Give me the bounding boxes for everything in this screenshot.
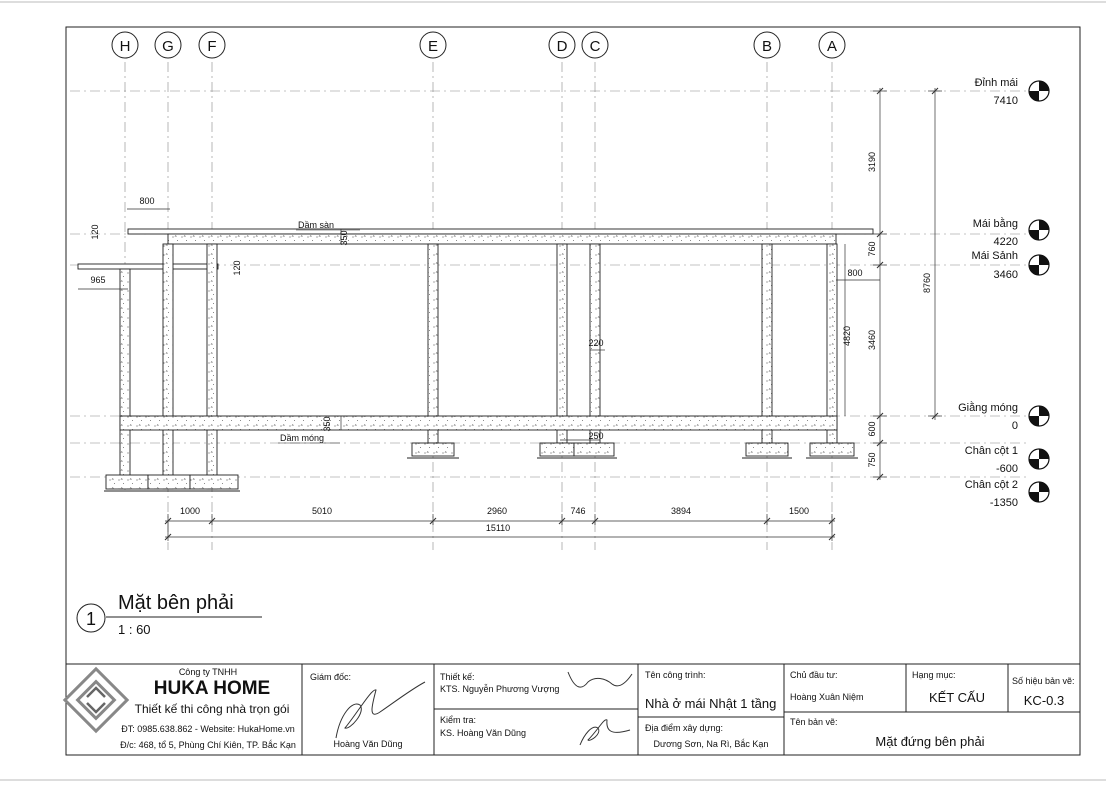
footing-b bbox=[746, 443, 788, 456]
dim-right-total: 8760 bbox=[922, 272, 932, 294]
dim-right-3: 3460 bbox=[867, 329, 877, 351]
dim-bottom-4: 746 bbox=[570, 506, 586, 516]
level-name-1: Đỉnh mái bbox=[974, 77, 1018, 89]
company-phone-web: ĐT: 0985.638.862 - Website: HukaHome.vn bbox=[121, 724, 295, 734]
category-label: Hạng mục: bbox=[912, 670, 956, 680]
company-slogan: Thiết kế thi công nhà trọn gói bbox=[134, 702, 290, 716]
dim-col-width: 220 bbox=[588, 338, 604, 348]
drawing-border bbox=[66, 27, 1080, 755]
column-f bbox=[207, 244, 217, 489]
view-title: Mặt bên phải bbox=[118, 592, 234, 614]
level-value-3: 3460 bbox=[993, 269, 1018, 281]
dim-col-height: 4820 bbox=[842, 325, 852, 347]
footing-a bbox=[810, 443, 854, 456]
dim-right-4: 600 bbox=[867, 421, 877, 437]
footing-f bbox=[190, 475, 238, 489]
level-marker-icon bbox=[1029, 220, 1049, 240]
dim-beam-tk-left: 120 bbox=[90, 224, 100, 240]
drawing-name: Mặt đứng bên phải bbox=[875, 734, 985, 749]
dim-bottom-2: 5010 bbox=[311, 506, 333, 516]
company-name: HUKA HOME bbox=[153, 678, 271, 699]
footing-h bbox=[106, 475, 148, 489]
dim-bottom-total: 15110 bbox=[485, 523, 511, 533]
column-e bbox=[428, 244, 438, 443]
level-name-5: Chân cột 1 bbox=[964, 445, 1018, 457]
level-value-2: 4220 bbox=[993, 236, 1018, 248]
dim-found-beam: 350 bbox=[322, 416, 332, 432]
dim-right-2: 760 bbox=[867, 241, 877, 257]
level-marker-icon bbox=[1029, 482, 1049, 502]
project-label: Tên công trình: bbox=[645, 670, 706, 680]
roof-beam bbox=[168, 234, 836, 244]
grid-label-f: F bbox=[207, 38, 217, 55]
label-leaders bbox=[278, 230, 360, 443]
dim-beam-tk-mid: 120 bbox=[232, 260, 242, 276]
level-marker-icon bbox=[1029, 81, 1049, 101]
dim-col-spacing: 250 bbox=[588, 431, 604, 441]
dim-bottom-5: 3894 bbox=[670, 506, 692, 516]
column-b bbox=[762, 244, 772, 443]
designer-label: Thiết kế: bbox=[440, 672, 475, 682]
foundation-beam bbox=[120, 416, 837, 430]
column-g bbox=[163, 244, 173, 489]
dim-canopy-top: 800 bbox=[139, 196, 155, 206]
level-marker-icon bbox=[1029, 449, 1049, 469]
owner-label: Chủ đầu tư: bbox=[790, 670, 838, 680]
owner: Hoàng Xuân Niệm bbox=[790, 692, 864, 702]
drawing-name-label: Tên bản vẽ: bbox=[790, 717, 838, 727]
checker-signature bbox=[580, 720, 630, 745]
location: Dương Sơn, Na Rì, Bắc Kạn bbox=[653, 739, 769, 749]
column-h bbox=[120, 269, 130, 489]
designer-signature bbox=[568, 672, 632, 687]
dim-bottom-1: 1000 bbox=[179, 506, 201, 516]
level-value-5: -600 bbox=[995, 463, 1018, 475]
director-label: Giám đốc: bbox=[310, 672, 352, 682]
project-name: Nhà ở mái Nhật 1 tầng bbox=[645, 696, 777, 711]
level-value-6: -1350 bbox=[989, 497, 1018, 509]
company-address: Đ/c: 468, tổ 5, Phùng Chí Kiên, TP. Bắc Kạn bbox=[120, 740, 296, 750]
grid-label-c: C bbox=[589, 38, 601, 55]
level-name-2: Mái bằng bbox=[972, 218, 1018, 230]
footing-c bbox=[574, 443, 614, 456]
director-signature bbox=[336, 682, 425, 738]
level-name-3: Mái Sảnh bbox=[971, 250, 1018, 262]
grid-label-b: B bbox=[761, 38, 773, 55]
level-value-4: 0 bbox=[1011, 420, 1018, 432]
category: KẾT CẤU bbox=[928, 690, 986, 705]
dim-canopy-right: 800 bbox=[847, 268, 863, 278]
director-name: Hoàng Văn Dũng bbox=[333, 739, 403, 749]
dim-roof-beam: 350 bbox=[339, 230, 349, 246]
dimension-ticks bbox=[165, 88, 938, 540]
label-dam-mong: Dầm móng bbox=[280, 433, 325, 443]
column-d bbox=[557, 244, 567, 443]
location-label: Địa điểm xây dựng: bbox=[645, 723, 724, 733]
level-marker-icons bbox=[1029, 81, 1049, 502]
dim-right-5: 750 bbox=[867, 452, 877, 468]
grid-bubbles bbox=[112, 32, 845, 58]
dim-right-1: 3190 bbox=[867, 151, 877, 173]
company-line1: Công ty TNHH bbox=[178, 667, 238, 677]
grid-label-d: D bbox=[556, 38, 568, 55]
level-marker-icon bbox=[1029, 406, 1049, 426]
roof-slab bbox=[128, 229, 873, 234]
designer-name: KTS. Nguyễn Phương Vượng bbox=[440, 684, 560, 694]
view-scale: 1 : 60 bbox=[118, 622, 151, 637]
checker-name: KS. Hoàng Văn Dũng bbox=[440, 728, 527, 738]
view-number: 1 bbox=[85, 609, 97, 629]
dim-bottom-6: 1500 bbox=[788, 506, 810, 516]
level-marker-icon bbox=[1029, 255, 1049, 275]
grid-label-e: E bbox=[427, 38, 439, 55]
checker-label: Kiểm tra: bbox=[440, 715, 477, 725]
grid-label-a: A bbox=[826, 38, 838, 55]
structure bbox=[78, 229, 873, 489]
grid-label-h: H bbox=[119, 38, 131, 55]
level-name-4: Giằng móng bbox=[958, 402, 1018, 414]
footing-d bbox=[540, 443, 574, 456]
dim-left-overhang: 965 bbox=[90, 275, 106, 285]
footing-g bbox=[148, 475, 190, 489]
footing-e bbox=[412, 443, 454, 456]
sheet-number: KC-0.3 bbox=[1023, 693, 1065, 708]
level-name-6: Chân cột 2 bbox=[964, 479, 1018, 491]
label-dam-san: Dầm sàn bbox=[298, 220, 335, 230]
level-value-1: 7410 bbox=[993, 95, 1018, 107]
dim-bottom-3: 2960 bbox=[486, 506, 508, 516]
column-a bbox=[827, 244, 837, 443]
sheet-label: Số hiệu bản vẽ: bbox=[1012, 676, 1075, 686]
grid-label-g: G bbox=[162, 38, 174, 55]
canopy-slab bbox=[78, 264, 218, 269]
huka-logo-icon bbox=[65, 669, 127, 731]
